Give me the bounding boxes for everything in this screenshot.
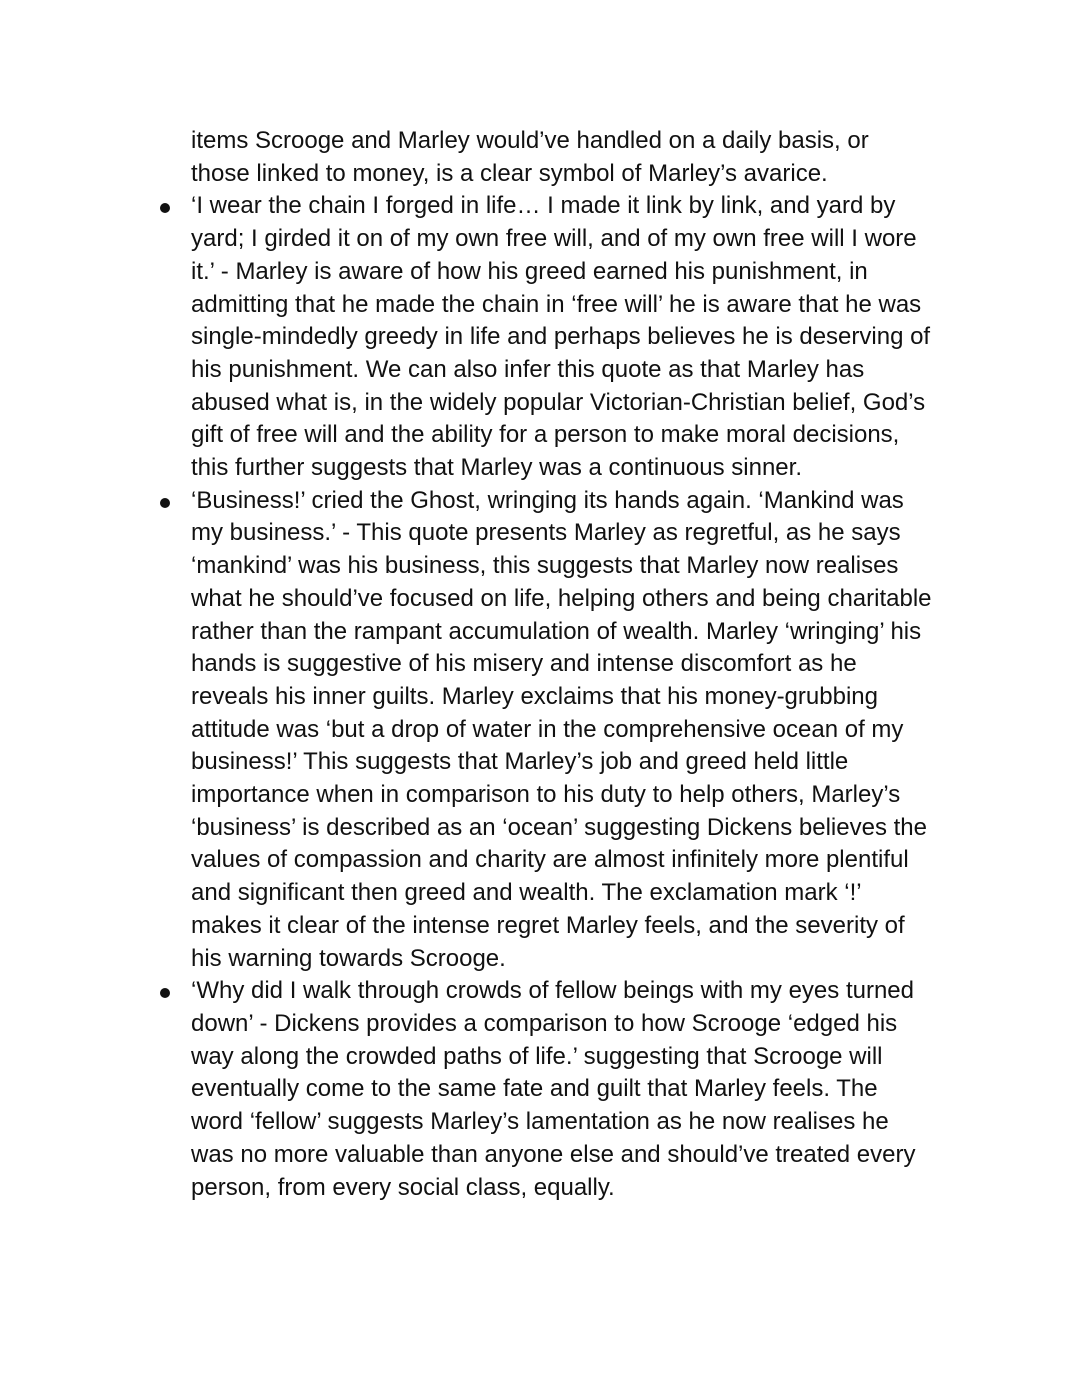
text-line: items Scrooge and Marley would’ve handled on a daily basis, or — [191, 127, 869, 154]
text-line: and significant then greed and wealth. The exclamation mark ‘!’ — [191, 879, 862, 907]
text-line: this further suggests that Marley was a continuous sinner. — [191, 454, 802, 482]
text-line: business!’ This suggests that Marley’s job and greed held little — [191, 748, 849, 776]
text-line: it.’ - Marley is aware of how his greed earned his punishment, in — [191, 257, 868, 285]
text-line: was no more valuable than anyone else and should’ve treated every — [191, 1140, 916, 1168]
text-line: gift of free will and the ability for a person to make moral decisions, — [191, 421, 900, 449]
text-line: ‘Why did I walk through crowds of fellow beings with my eyes turned — [191, 977, 914, 1005]
text-line: his punishment. We can also infer this quote as that Marley has — [191, 355, 865, 383]
text-line: way along the crowded paths of life.’ suggesting that Scrooge will — [191, 1042, 883, 1070]
bullet-icon — [160, 988, 170, 998]
text-line: reveals his inner guilts. Marley exclaims that his money-grubbing — [191, 682, 878, 710]
bullet-icon — [160, 203, 170, 213]
text-line: rather than the rampant accumulation of wealth. Marley ‘wringing’ his — [191, 617, 922, 645]
intro-paragraph — [191, 125, 961, 190]
text-line: importance when in comparison to his duty to help others, Marley’s — [191, 781, 901, 809]
text-line: single-mindedly greedy in life and perhaps believes he is deserving of — [191, 323, 931, 351]
bullet-item-crowds-quote — [191, 975, 961, 1204]
text-line: abused what is, in the widely popular Victorian-Christian belief, God’s — [191, 388, 926, 416]
text-line: makes it clear of the intense regret Marley feels, and the severity of — [191, 911, 905, 939]
text-line: ‘I wear the chain I forged in life… I made it link by link, and yard by — [191, 192, 896, 220]
text-line: my business.’ - This quote presents Marley as regretful, as he says — [191, 519, 901, 547]
text-line: down’ - Dickens provides a comparison to how Scrooge ‘edged his — [191, 1009, 898, 1037]
text-line: eventually come to the same fate and guilt that Marley feels. The — [191, 1075, 878, 1103]
text-line: admitting that he made the chain in ‘free will’ he is aware that he was — [191, 290, 922, 318]
text-line: ‘Business!’ cried the Ghost, wringing its hands again. ‘Mankind was — [191, 486, 904, 514]
text-line: what he should’ve focused on life, helping others and being charitable — [191, 584, 932, 612]
text-line: attitude was ‘but a drop of water in the comprehensive ocean of my — [191, 715, 904, 743]
text-line: values of compassion and charity are almost infinitely more plentiful — [191, 846, 909, 874]
bullet-icon — [160, 498, 170, 508]
text-line: word ‘fellow’ suggests Marley’s lamentation as he now realises he — [191, 1108, 889, 1136]
text-line: person, from every social class, equally. — [191, 1173, 615, 1201]
text-line: ‘mankind’ was his business, this suggests that Marley now realises — [191, 552, 899, 580]
text-line: his warning towards Scrooge. — [191, 944, 506, 972]
bullet-item-chain-quote — [191, 190, 961, 484]
bullet-item-business-quote — [191, 485, 961, 976]
text-line: hands is suggestive of his misery and intense discomfort as he — [191, 650, 857, 678]
document-body — [191, 125, 961, 1204]
text-line: ‘business’ is described as an ‘ocean’ suggesting Dickens believes the — [191, 813, 927, 841]
text-line: yard; I girded it on of my own free will, and of my own free will I wore — [191, 225, 917, 253]
text-line: those linked to money, is a clear symbol of Marley’s avarice. — [191, 159, 828, 187]
